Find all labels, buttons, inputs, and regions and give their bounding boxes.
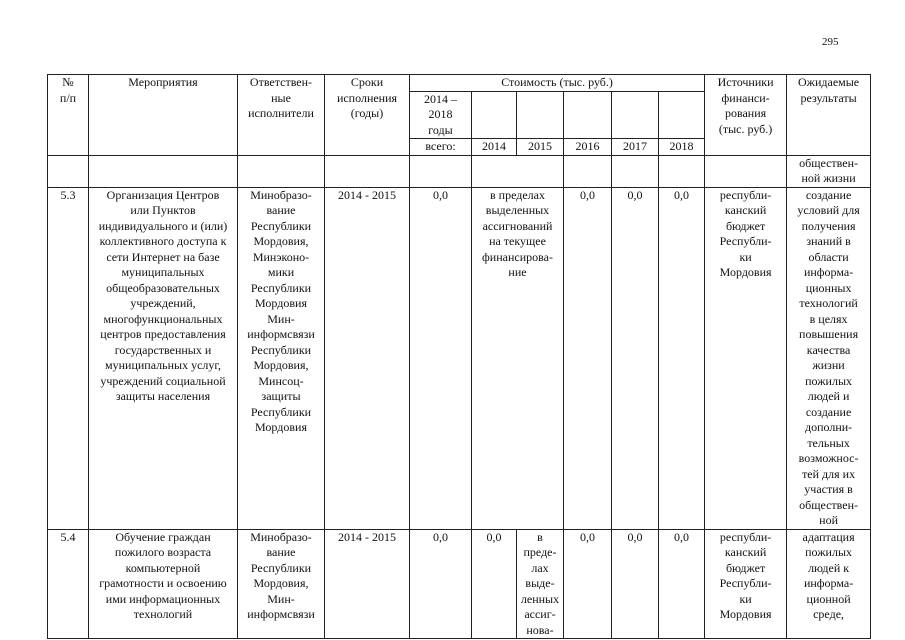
cell-2018: 0,0	[659, 529, 705, 639]
cell-num: 5.4	[48, 529, 89, 639]
header-empty-2014	[472, 91, 517, 139]
cell-responsible: Минобразо- вание Республики Мордовия, Мин- информсвязи	[238, 529, 325, 639]
cell-2017: 0,0	[612, 529, 659, 639]
header-year-2017: 2017	[612, 139, 659, 156]
cell-2016: 0,0	[564, 529, 612, 639]
cell-total: 0,0	[410, 529, 472, 639]
cell-terms: 2014 - 2015	[325, 529, 410, 639]
cell-sources: республи- канский бюджет Республи- ки Мордовия	[705, 187, 787, 529]
cell-2015: в преде- лах выде- ленных ассиг- нова-	[517, 529, 564, 639]
cell-num: 5.3	[48, 187, 89, 529]
header-responsible: Ответствен- ные исполнители	[238, 75, 325, 156]
cell-total: 0,0	[410, 187, 472, 529]
table-row	[48, 155, 871, 187]
cell-2016	[564, 155, 612, 187]
cell-sources	[705, 155, 787, 187]
header-empty-2016	[564, 91, 612, 139]
header-num: № п/п	[48, 75, 89, 156]
cell-2016: 0,0	[564, 187, 612, 529]
table-row	[48, 529, 871, 639]
cell-sources: республи- канский бюджет Республи- ки Мордовия	[705, 529, 787, 639]
table-row	[48, 187, 871, 529]
cell-2017	[612, 155, 659, 187]
cell-2014: 0,0	[472, 529, 517, 639]
header-year-2018: 2018	[659, 139, 705, 156]
header-empty-2015	[517, 91, 564, 139]
cell-2014-2015: в пределах выделенных ассигнований на текущее финансирова- ние	[472, 187, 564, 529]
header-total: всего:	[410, 139, 472, 156]
cell-2014-2015	[472, 155, 564, 187]
header-terms: Сроки исполнения (годы)	[325, 75, 410, 156]
header-year-2014: 2014	[472, 139, 517, 156]
header-empty-2017	[612, 91, 659, 139]
header-empty-2018	[659, 91, 705, 139]
header-year-2015: 2015	[517, 139, 564, 156]
cell-terms	[325, 155, 410, 187]
cell-results: обществен- ной жизни	[787, 155, 871, 187]
header-results: Ожидаемые результаты	[787, 75, 871, 156]
header-sources: Источники финанси- рования (тыс. руб.)	[705, 75, 787, 156]
cell-2017: 0,0	[612, 187, 659, 529]
cell-event: Обучение граждан пожилого возраста компьютерной грамотности и освоению ими информационных технологий	[89, 529, 238, 639]
cell-event: Организация Центров или Пунктов индивидуального и (или) коллективного доступа к сети Интернет на базе муниципальных общеобразовательных учреждений, многофункциональных центров предоставления государственных и муниципальных услуг, учреждений социальной защиты населения	[89, 187, 238, 529]
header-period-total: 2014 – 2018 годы	[410, 91, 472, 139]
cell-responsible	[238, 155, 325, 187]
activities-table	[47, 74, 871, 639]
cell-results: создание условий для получения знаний в области информа- ционных технологий в целях повышения качества жизни пожилых людей и создание дополни- тельных возможнос- тей для их участия в обществен- ной	[787, 187, 871, 529]
page-number: 295	[822, 36, 839, 48]
cell-event	[89, 155, 238, 187]
cell-total	[410, 155, 472, 187]
cell-2018: 0,0	[659, 187, 705, 529]
cell-results: адаптация пожилых людей к информа- ционной среде,	[787, 529, 871, 639]
header-event: Мероприятия	[89, 75, 238, 156]
cell-terms: 2014 - 2015	[325, 187, 410, 529]
header-year-2016: 2016	[564, 139, 612, 156]
cell-num	[48, 155, 89, 187]
cell-2018	[659, 155, 705, 187]
cell-responsible: Минобразо- вание Республики Мордовия, Минэконо- мики Республики Мордовия Мин- информсвязи Республики Мордовия, Минсоц- защиты Республики Мордовия	[238, 187, 325, 529]
header-cost: Стоимость (тыс. руб.)	[410, 75, 705, 92]
header-row-1	[48, 75, 871, 92]
